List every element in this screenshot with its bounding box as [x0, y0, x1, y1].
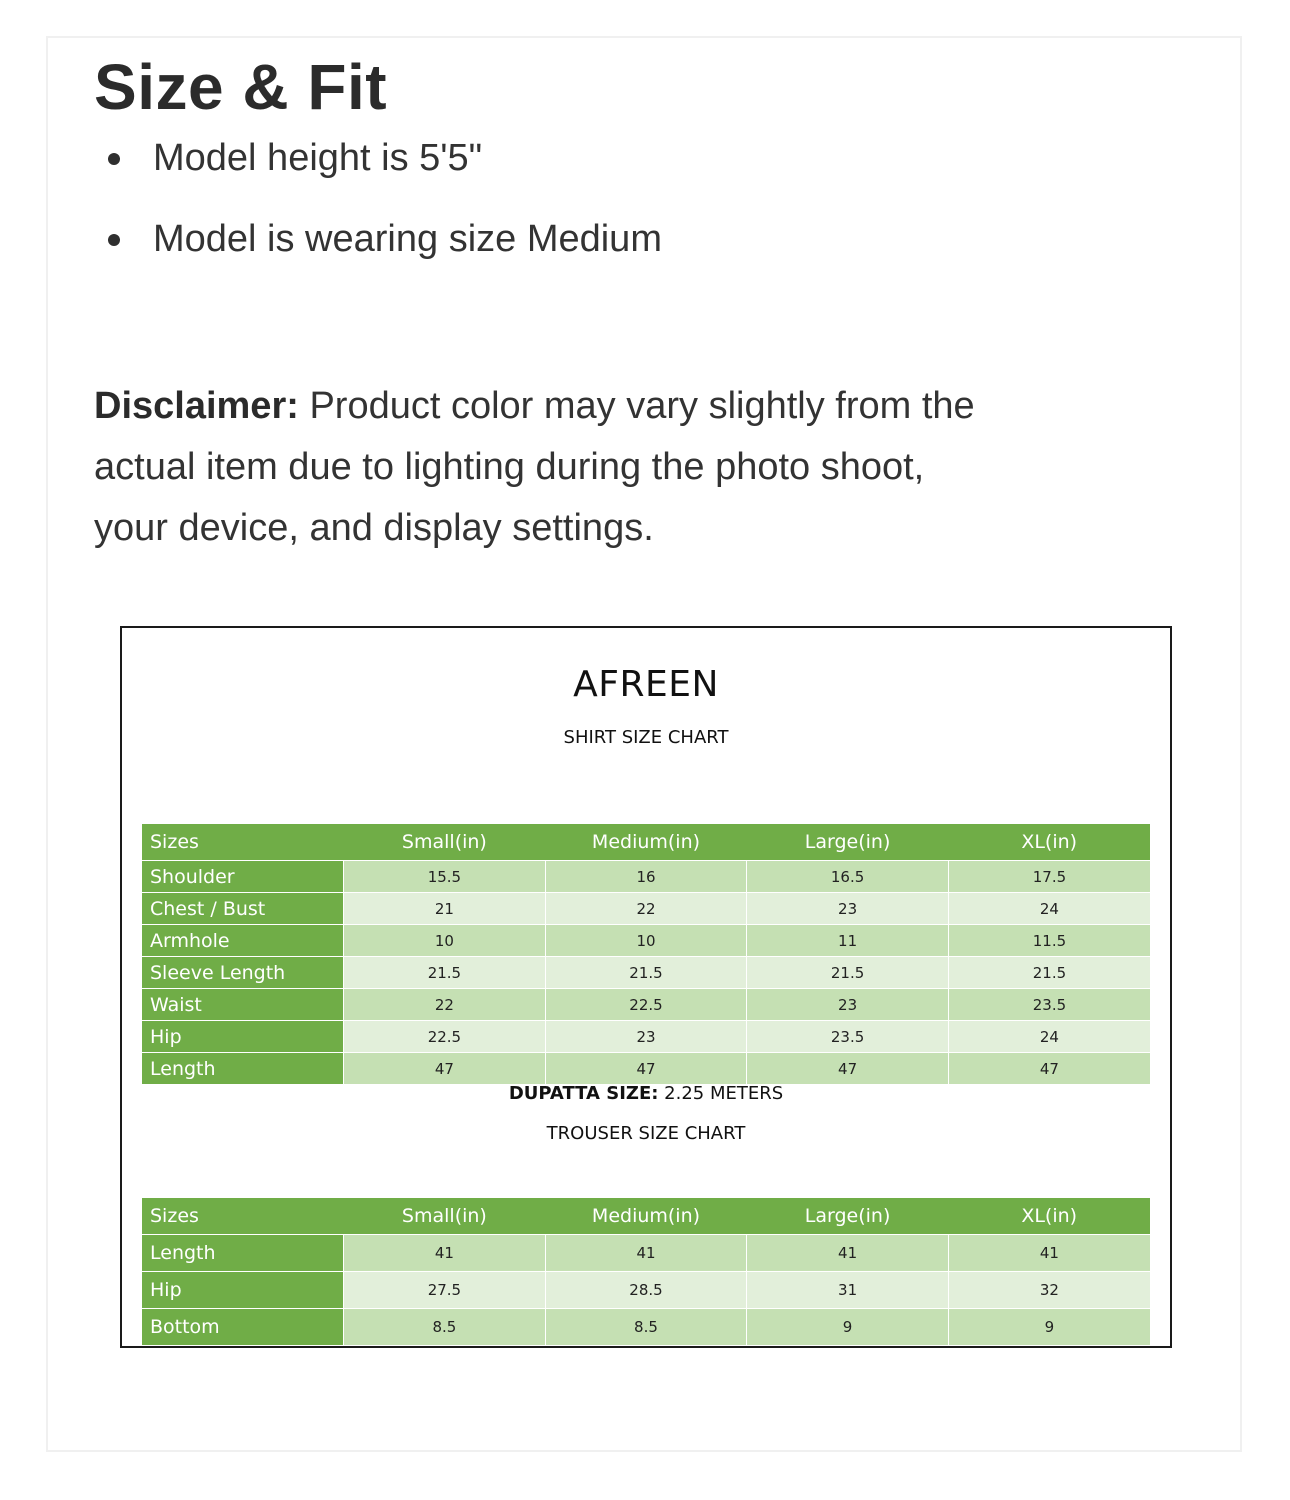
table-row	[142, 893, 1150, 925]
table-cell: 23	[545, 1021, 747, 1053]
brand-name: AFREEN	[573, 664, 719, 705]
dupatta-value: 2.25 METERS	[658, 1083, 784, 1104]
table-row	[142, 1235, 1150, 1272]
shirt-chart-title: SHIRT SIZE CHART	[563, 727, 729, 748]
table-row	[142, 1053, 1150, 1085]
fit-item-text: Model height is 5'5"	[153, 137, 483, 179]
table-cell: 21	[344, 893, 546, 925]
column-header: Large(in)	[747, 1198, 949, 1235]
table-cell: 15.5	[344, 861, 546, 893]
row-label: Length	[142, 1235, 344, 1272]
size-chart-image	[120, 626, 1172, 1348]
row-label: Sleeve Length	[142, 957, 344, 989]
table-cell: 41	[747, 1235, 949, 1272]
table-cell: 10	[344, 925, 546, 957]
section-title: Size & Fit	[94, 51, 388, 123]
table-row	[142, 861, 1150, 893]
table-row	[142, 1309, 1150, 1346]
row-label: Length	[142, 1053, 344, 1085]
table-cell: 11	[747, 925, 949, 957]
disclaimer-text: Product color may vary slightly from the actual item due to lighting during the photo shoot, your device, and display settings.	[94, 385, 975, 549]
fit-details-list	[104, 138, 662, 300]
table-row	[142, 925, 1150, 957]
table-cell: 28.5	[545, 1272, 747, 1309]
row-label: Hip	[142, 1272, 344, 1309]
shirt-size-table	[142, 824, 1150, 1084]
fit-item	[104, 138, 662, 178]
disclaimer	[94, 376, 994, 559]
table-cell: 23.5	[747, 1021, 949, 1053]
table-cell: 47	[545, 1053, 747, 1085]
table-row	[142, 1272, 1150, 1309]
table-cell: 11.5	[948, 925, 1150, 957]
row-label: Waist	[142, 989, 344, 1021]
table-cell: 9	[948, 1309, 1150, 1346]
trouser-size-table	[142, 1198, 1150, 1345]
fit-item	[104, 219, 662, 259]
table-cell: 21.5	[747, 957, 949, 989]
table-row	[142, 957, 1150, 989]
table-cell: 17.5	[948, 861, 1150, 893]
table-cell: 32	[948, 1272, 1150, 1309]
bullet-icon	[108, 234, 120, 246]
table-row	[142, 989, 1150, 1021]
table-cell: 22	[344, 989, 546, 1021]
table-header-row	[142, 1198, 1150, 1235]
column-header: Medium(in)	[545, 1198, 747, 1235]
table-cell: 23	[747, 989, 949, 1021]
row-label: Chest / Bust	[142, 893, 344, 925]
table-cell: 16	[545, 861, 747, 893]
table-cell: 41	[545, 1235, 747, 1272]
column-header: Sizes	[142, 824, 344, 861]
bullet-icon	[108, 153, 120, 165]
table-header-row	[142, 824, 1150, 861]
table-cell: 22	[545, 893, 747, 925]
table-cell: 41	[948, 1235, 1150, 1272]
dupatta-label: DUPATTA SIZE:	[508, 1083, 659, 1104]
column-header: Sizes	[142, 1198, 344, 1235]
table-cell: 21.5	[344, 957, 546, 989]
fit-item-text: Model is wearing size Medium	[153, 218, 662, 260]
table-cell: 31	[747, 1272, 949, 1309]
column-header: XL(in)	[948, 824, 1150, 861]
table-cell: 16.5	[747, 861, 949, 893]
table-cell: 47	[948, 1053, 1150, 1085]
trouser-chart-title: TROUSER SIZE CHART	[546, 1123, 746, 1144]
table-row	[142, 1021, 1150, 1053]
table-cell: 22.5	[344, 1021, 546, 1053]
table-cell: 47	[344, 1053, 546, 1085]
table-cell: 22.5	[545, 989, 747, 1021]
table-cell: 23.5	[948, 989, 1150, 1021]
table-cell: 47	[747, 1053, 949, 1085]
table-cell: 24	[948, 1021, 1150, 1053]
table-cell: 10	[545, 925, 747, 957]
row-label: Bottom	[142, 1309, 344, 1346]
column-header: Small(in)	[344, 1198, 546, 1235]
table-cell: 9	[747, 1309, 949, 1346]
row-label: Shoulder	[142, 861, 344, 893]
table-cell: 8.5	[344, 1309, 546, 1346]
table-cell: 21.5	[545, 957, 747, 989]
column-header: Large(in)	[747, 824, 949, 861]
table-cell: 21.5	[948, 957, 1150, 989]
table-cell: 27.5	[344, 1272, 546, 1309]
table-cell: 8.5	[545, 1309, 747, 1346]
table-cell: 24	[948, 893, 1150, 925]
column-header: XL(in)	[948, 1198, 1150, 1235]
size-fit-card	[46, 36, 1242, 1452]
row-label: Armhole	[142, 925, 344, 957]
column-header: Small(in)	[344, 824, 546, 861]
column-header: Medium(in)	[545, 824, 747, 861]
dupatta-size	[122, 1083, 1170, 1104]
disclaimer-label: Disclaimer:	[94, 385, 299, 427]
row-label: Hip	[142, 1021, 344, 1053]
table-cell: 23	[747, 893, 949, 925]
table-cell: 41	[344, 1235, 546, 1272]
